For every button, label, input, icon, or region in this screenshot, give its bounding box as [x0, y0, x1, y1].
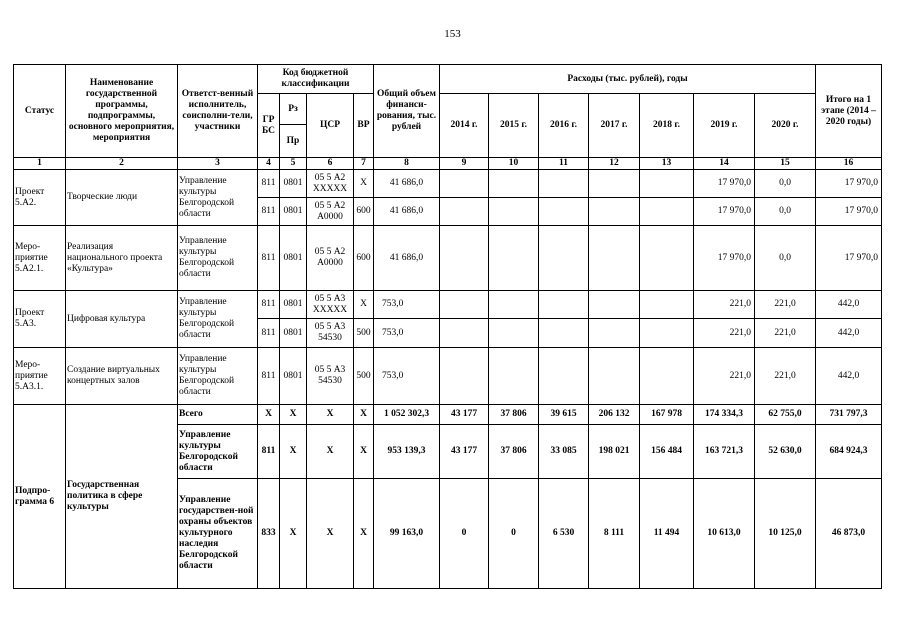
cell-2016: 39 615 [539, 405, 589, 425]
cell-2018: 156 484 [640, 425, 694, 479]
col-number: 8 [374, 158, 440, 170]
cell-grbs: 811 [258, 291, 280, 319]
cell-2016: 33 085 [539, 425, 589, 479]
cell-vr: 500 [354, 319, 374, 348]
header-status: Статус [14, 65, 66, 158]
col-number: 15 [755, 158, 816, 170]
col-number: 6 [307, 158, 354, 170]
row-name: Создание виртуальных концертных залов [66, 348, 178, 405]
cell-rzpr: 0801 [280, 198, 307, 226]
cell-2014: 0 [440, 479, 489, 589]
cell-2020: 0,0 [755, 226, 816, 291]
cell-2020: 62 755,0 [755, 405, 816, 425]
cell-grbs: 811 [258, 170, 280, 198]
cell-2015: 0 [489, 479, 539, 589]
cell-grbs: 811 [258, 425, 280, 479]
cell-2019: 17 970,0 [694, 170, 755, 198]
cell-stage-total: 17 970,0 [816, 226, 882, 291]
cell-rzpr: Х [280, 425, 307, 479]
col-number: 11 [539, 158, 589, 170]
col-number: 7 [354, 158, 374, 170]
cell-stage-total: 442,0 [816, 348, 882, 405]
cell-total: 753,0 [374, 291, 440, 319]
cell-2019: 10 613,0 [694, 479, 755, 589]
table-row [14, 348, 882, 405]
cell-stage-total: 442,0 [816, 291, 882, 319]
cell-total: 41 686,0 [374, 198, 440, 226]
cell-vr: 600 [354, 226, 374, 291]
row-status: Проект 5.А2. [14, 170, 66, 226]
cell-stage-total: 684 924,3 [816, 425, 882, 479]
cell-total: 953 139,3 [374, 425, 440, 479]
cell-csr: 05 5 А3 ХХХХХ [307, 291, 354, 319]
col-number: 14 [694, 158, 755, 170]
row-responsible: Управление культуры Белгородской области [178, 226, 258, 291]
cell-stage-total: 731 797,3 [816, 405, 882, 425]
header-total-volume: Общий объем финанси-рования, тыс. рублей [374, 65, 440, 158]
header-grbs: ГР БС [258, 94, 280, 158]
header-responsible: Ответст-венный исполнитель, соисполни-тели, участники [178, 65, 258, 158]
cell-2020: 0,0 [755, 170, 816, 198]
cell-total: 753,0 [374, 319, 440, 348]
header-csr: ЦСР [307, 94, 354, 158]
cell-2014: 43 177 [440, 425, 489, 479]
cell-2020: 221,0 [755, 319, 816, 348]
cell-total: 41 686,0 [374, 226, 440, 291]
header-stage-total: Итого на 1 этапе (2014 – 2020 годы) [816, 65, 882, 158]
cell-grbs: 811 [258, 319, 280, 348]
cell-2015: 37 806 [489, 405, 539, 425]
cell-rzpr: Х [280, 405, 307, 425]
cell-rzpr: 0801 [280, 319, 307, 348]
cell-vr: Х [354, 291, 374, 319]
cell-csr: 05 5 А2 А0000 [307, 198, 354, 226]
cell-2018: 11 494 [640, 479, 694, 589]
row-status: Меро-приятие 5.А2.1. [14, 226, 66, 291]
cell-grbs: 811 [258, 198, 280, 226]
cell-grbs: 811 [258, 226, 280, 291]
page-number: 153 [444, 28, 461, 40]
table-row [14, 226, 882, 291]
col-number: 5 [280, 158, 307, 170]
header-pr: Пр [280, 125, 307, 158]
cell-vr: 500 [354, 348, 374, 405]
cell-rzpr: 0801 [280, 348, 307, 405]
cell-csr: Х [307, 425, 354, 479]
cell-csr: Х [307, 479, 354, 589]
cell-csr: 05 5 А3 54530 [307, 319, 354, 348]
cell-2019: 221,0 [694, 348, 755, 405]
cell-vr: Х [354, 405, 374, 425]
col-number: 12 [589, 158, 640, 170]
cell-2014: 43 177 [440, 405, 489, 425]
cell-grbs: 811 [258, 348, 280, 405]
cell-2020: 52 630,0 [755, 425, 816, 479]
header-vr: ВР [354, 94, 374, 158]
row-name: Творческие люди [66, 170, 178, 226]
cell-stage-total: 442,0 [816, 319, 882, 348]
cell-2017: 198 021 [589, 425, 640, 479]
cell-rzpr: 0801 [280, 226, 307, 291]
header-budget-code: Код бюджетной классификации [258, 65, 374, 94]
col-number: 2 [66, 158, 178, 170]
cell-csr: 05 5 А2 ХХХХХ [307, 170, 354, 198]
budget-table [13, 64, 882, 589]
cell-vr: Х [354, 170, 374, 198]
col-number: 13 [640, 158, 694, 170]
header-row [14, 65, 882, 94]
cell-grbs: Х [258, 405, 280, 425]
header-year: 2015 г. [489, 94, 539, 158]
cell-2016: 6 530 [539, 479, 589, 589]
table-row [14, 405, 882, 425]
cell-2020: 0,0 [755, 198, 816, 226]
cell-2015: 37 806 [489, 425, 539, 479]
row-name: Реализация национального проекта «Культура» [66, 226, 178, 291]
row-responsible: Управление культуры Белгородской области [178, 170, 258, 226]
cell-2019: 17 970,0 [694, 226, 755, 291]
header-year: 2014 г. [440, 94, 489, 158]
cell-2017: 8 111 [589, 479, 640, 589]
header-expenses: Расходы (тыс. рублей), годы [440, 65, 816, 94]
cell-rzpr: Х [280, 479, 307, 589]
cell-2018: 167 978 [640, 405, 694, 425]
row-status: Подпро-грамма 6 [14, 405, 66, 589]
col-number: 4 [258, 158, 280, 170]
cell-2020: 221,0 [755, 348, 816, 405]
header-year: 2020 г. [755, 94, 816, 158]
row-status: Проект 5.А3. [14, 291, 66, 348]
cell-stage-total: 46 873,0 [816, 479, 882, 589]
row-responsible: Управление культуры Белгородской области [178, 291, 258, 348]
cell-2017: 206 132 [589, 405, 640, 425]
cell-2019: 221,0 [694, 291, 755, 319]
row-responsible: Управление культуры Белгородской области [178, 425, 258, 479]
cell-2020: 10 125,0 [755, 479, 816, 589]
cell-vr: Х [354, 425, 374, 479]
header-year: 2017 г. [589, 94, 640, 158]
cell-total: 41 686,0 [374, 170, 440, 198]
col-number: 3 [178, 158, 258, 170]
row-name: Цифровая культура [66, 291, 178, 348]
header-rz: Рз [280, 94, 307, 125]
cell-2020: 221,0 [755, 291, 816, 319]
cell-2019: 221,0 [694, 319, 755, 348]
cell-2019: 163 721,3 [694, 425, 755, 479]
cell-stage-total: 17 970,0 [816, 198, 882, 226]
header-year: 2018 г. [640, 94, 694, 158]
cell-total: 753,0 [374, 348, 440, 405]
header-year: 2016 г. [539, 94, 589, 158]
row-name: Государственная политика в сфере культуры [66, 405, 178, 589]
cell-csr: 05 5 А2 А0000 [307, 226, 354, 291]
cell-2019: 174 334,3 [694, 405, 755, 425]
col-number: 10 [489, 158, 539, 170]
col-number: 9 [440, 158, 489, 170]
row-responsible: Управление государствен-ной охраны объектов культурного наследия Белгородской области [178, 479, 258, 589]
cell-total: 99 163,0 [374, 479, 440, 589]
row-responsible: Всего [178, 405, 258, 425]
column-numbers-row [14, 158, 882, 170]
table-row [14, 170, 882, 198]
cell-stage-total: 17 970,0 [816, 170, 882, 198]
row-responsible: Управление культуры Белгородской области [178, 348, 258, 405]
row-status: Меро-приятие 5.А3.1. [14, 348, 66, 405]
cell-2019: 17 970,0 [694, 198, 755, 226]
cell-csr: 05 5 А3 54530 [307, 348, 354, 405]
cell-vr: Х [354, 479, 374, 589]
cell-grbs: 833 [258, 479, 280, 589]
col-number: 1 [14, 158, 66, 170]
header-year: 2019 г. [694, 94, 755, 158]
header-name: Наименование государственной программы, подпрограммы, основного мероприятия, мероприятия [66, 65, 178, 158]
cell-rzpr: 0801 [280, 170, 307, 198]
table-row [14, 291, 882, 319]
col-number: 16 [816, 158, 882, 170]
cell-csr: Х [307, 405, 354, 425]
cell-total: 1 052 302,3 [374, 405, 440, 425]
cell-rzpr: 0801 [280, 291, 307, 319]
cell-vr: 600 [354, 198, 374, 226]
